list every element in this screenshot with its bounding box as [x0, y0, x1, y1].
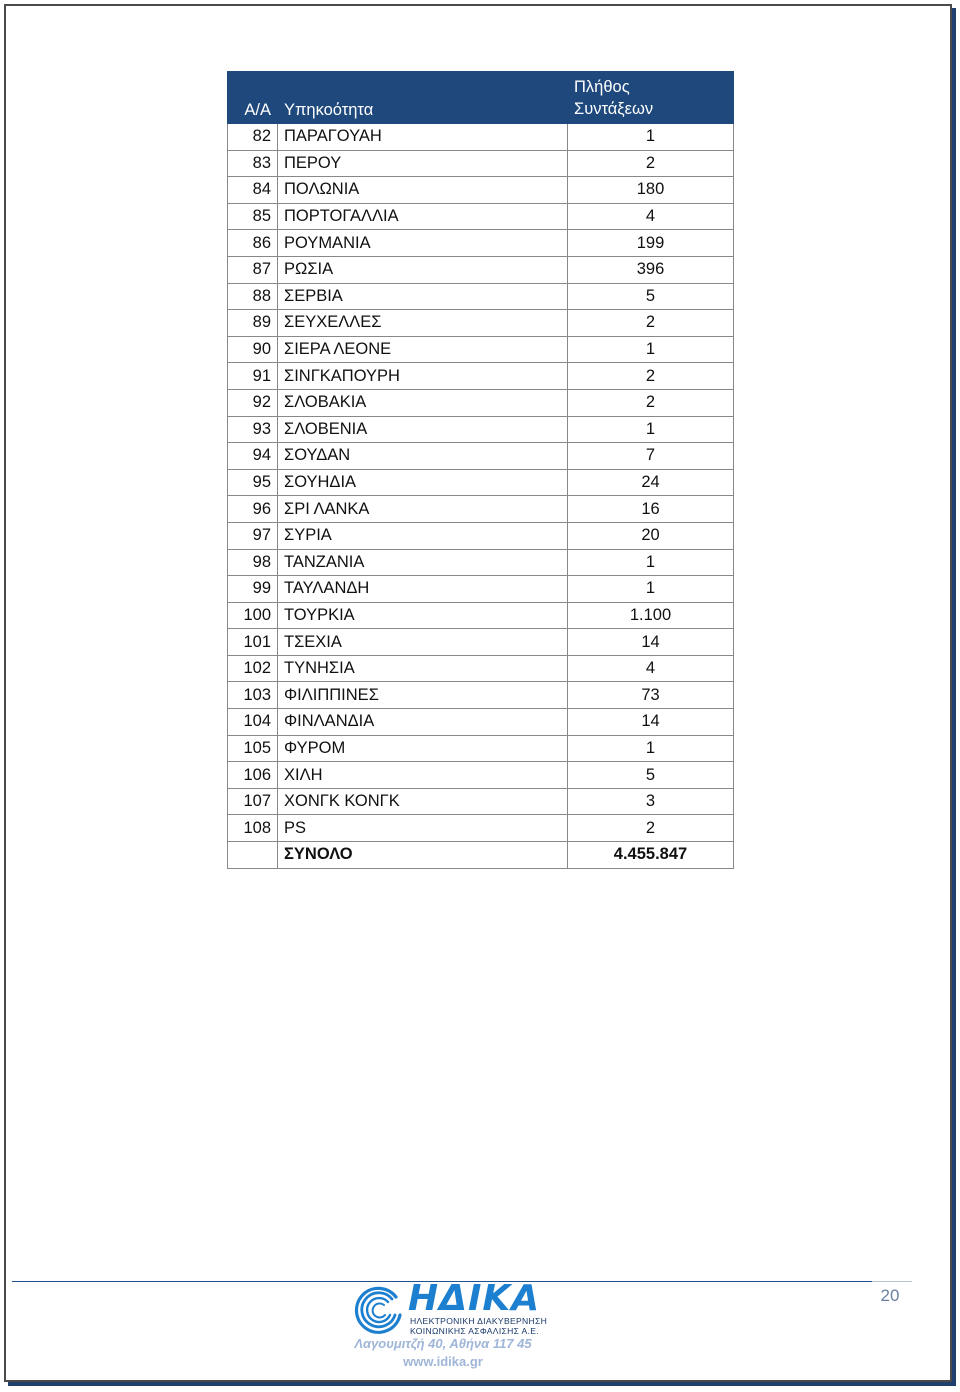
row-num: 86	[228, 230, 278, 257]
table-row	[228, 762, 734, 789]
row-num: 85	[228, 203, 278, 230]
footer-address: Λαγουμιτζή 40, Αθήνα 117 45	[354, 1336, 532, 1351]
row-nationality: ΣΙΝΓΚΑΠΟΥΡΗ	[278, 363, 568, 390]
row-nationality: ΣΕΥΧΕΛΛΕΣ	[278, 310, 568, 337]
table-row	[228, 177, 734, 204]
row-num: 98	[228, 549, 278, 576]
row-num: 100	[228, 602, 278, 629]
row-pension-count: 73	[568, 682, 734, 709]
row-nationality: PS	[278, 815, 568, 842]
row-num: 92	[228, 389, 278, 416]
row-num: 104	[228, 709, 278, 736]
row-num: 91	[228, 363, 278, 390]
row-pension-count: 2	[568, 150, 734, 177]
row-nationality: ΣΟΥΗΔΙΑ	[278, 469, 568, 496]
header-num: Α/Α	[228, 72, 278, 124]
table-row	[228, 496, 734, 523]
row-pension-count: 1	[568, 576, 734, 603]
row-num: 108	[228, 815, 278, 842]
row-nationality: ΠΟΛΩΝΙΑ	[278, 177, 568, 204]
row-pension-count: 1.100	[568, 602, 734, 629]
row-nationality: ΣΡΙ ΛΑΝΚΑ	[278, 496, 568, 523]
row-pension-count: 1	[568, 735, 734, 762]
row-nationality: ΤΥΝΗΣΙΑ	[278, 655, 568, 682]
row-pension-count: 20	[568, 522, 734, 549]
row-num: 97	[228, 522, 278, 549]
logo-subtitle	[410, 1316, 547, 1336]
row-nationality: ΡΟΥΜΑΝΙΑ	[278, 230, 568, 257]
row-pension-count: 199	[568, 230, 734, 257]
table-row	[228, 203, 734, 230]
row-nationality: ΠΑΡΑΓΟΥΑΗ	[278, 124, 568, 151]
logo-subtitle-line2: ΚΟΙΝΩΝΙΚΗΣ ΑΣΦΑΛΙΣΗΣ Α.Ε.	[410, 1326, 539, 1336]
table-row	[228, 602, 734, 629]
table-row	[228, 124, 734, 151]
row-pension-count: 180	[568, 177, 734, 204]
row-num: 102	[228, 655, 278, 682]
row-num: 96	[228, 496, 278, 523]
row-pension-count: 1	[568, 336, 734, 363]
page-number: 20	[880, 1286, 900, 1305]
row-num: 95	[228, 469, 278, 496]
table-row	[228, 576, 734, 603]
footer-divider-right	[872, 1281, 912, 1282]
row-num: 94	[228, 443, 278, 470]
row-nationality: ΣΕΡΒΙΑ	[278, 283, 568, 310]
row-pension-count: 5	[568, 283, 734, 310]
total-row-pension-count: 4.455.847	[568, 842, 734, 869]
table-row	[228, 655, 734, 682]
table-row	[228, 363, 734, 390]
row-nationality: ΤΑΥΛΑΝΔΗ	[278, 576, 568, 603]
header-pension-count	[568, 72, 734, 124]
row-num: 87	[228, 256, 278, 283]
table-row	[228, 150, 734, 177]
row-pension-count: 1	[568, 416, 734, 443]
row-num: 88	[228, 283, 278, 310]
row-num: 83	[228, 150, 278, 177]
row-pension-count: 1	[568, 124, 734, 151]
row-nationality: ΡΩΣΙΑ	[278, 256, 568, 283]
row-pension-count: 24	[568, 469, 734, 496]
row-nationality: ΣΙΕΡΑ ΛΕΟΝΕ	[278, 336, 568, 363]
row-nationality: ΣΛΟΒΕΝΙΑ	[278, 416, 568, 443]
table-row	[228, 549, 734, 576]
row-pension-count: 5	[568, 762, 734, 789]
row-pension-count: 7	[568, 443, 734, 470]
table-row	[228, 416, 734, 443]
row-num: 82	[228, 124, 278, 151]
row-num: 103	[228, 682, 278, 709]
row-nationality: ΧΟΝΓΚ ΚΟΝΓΚ	[278, 788, 568, 815]
row-pension-count: 14	[568, 709, 734, 736]
total-row	[228, 842, 734, 869]
row-nationality: ΦΙΛΙΠΠΙΝΕΣ	[278, 682, 568, 709]
row-num: 99	[228, 576, 278, 603]
nationality-pensions-table	[227, 71, 734, 869]
table-row	[228, 443, 734, 470]
table-row	[228, 283, 734, 310]
row-pension-count: 396	[568, 256, 734, 283]
row-pension-count: 2	[568, 363, 734, 390]
row-pension-count: 3	[568, 788, 734, 815]
row-num: 89	[228, 310, 278, 337]
logo-subtitle-line1: ΗΛΕΚΤΡΟΝΙΚΗ ΔΙΑΚΥΒΕΡΝΗΣΗ	[410, 1316, 548, 1326]
row-nationality: ΤΟΥΡΚΙΑ	[278, 602, 568, 629]
table-row	[228, 629, 734, 656]
row-pension-count: 2	[568, 310, 734, 337]
idika-logo-icon	[352, 1285, 404, 1337]
row-nationality: ΦΥΡΟΜ	[278, 735, 568, 762]
table-row	[228, 310, 734, 337]
table-row	[228, 469, 734, 496]
table-row	[228, 788, 734, 815]
row-num: 90	[228, 336, 278, 363]
table-row	[228, 522, 734, 549]
row-pension-count: 1	[568, 549, 734, 576]
row-nationality: ΣΟΥΔΑΝ	[278, 443, 568, 470]
row-num: 106	[228, 762, 278, 789]
row-num: 101	[228, 629, 278, 656]
table-row	[228, 735, 734, 762]
table-header-row	[228, 72, 734, 124]
row-nationality: ΤΑΝΖΑΝΙΑ	[278, 549, 568, 576]
table-row	[228, 682, 734, 709]
row-num: 105	[228, 735, 278, 762]
table-row	[228, 256, 734, 283]
table-row	[228, 815, 734, 842]
total-row-nationality: ΣΥΝΟΛΟ	[278, 842, 568, 869]
header-count-line1: Πλήθος	[574, 78, 630, 96]
row-pension-count: 4	[568, 655, 734, 682]
table-row	[228, 336, 734, 363]
row-nationality: ΤΣΕΧΙΑ	[278, 629, 568, 656]
logo-wordmark: ΗΔΙΚΑ	[408, 1278, 541, 1319]
table-row	[228, 709, 734, 736]
table-row	[228, 389, 734, 416]
row-nationality: ΣΛΟΒΑΚΙΑ	[278, 389, 568, 416]
row-nationality: ΠΟΡΤΟΓΑΛΛΙΑ	[278, 203, 568, 230]
row-pension-count: 2	[568, 815, 734, 842]
total-row-num	[228, 842, 278, 869]
row-nationality: ΠΕΡΟΥ	[278, 150, 568, 177]
footer-website[interactable]: www.idika.gr	[403, 1354, 483, 1369]
table-row	[228, 230, 734, 257]
row-pension-count: 4	[568, 203, 734, 230]
row-pension-count: 14	[568, 629, 734, 656]
row-nationality: ΦΙΝΛΑΝΔΙΑ	[278, 709, 568, 736]
row-nationality: ΧΙΛΗ	[278, 762, 568, 789]
row-num: 84	[228, 177, 278, 204]
row-num: 93	[228, 416, 278, 443]
row-nationality: ΣΥΡΙΑ	[278, 522, 568, 549]
header-nationality: Υπηκοότητα	[278, 72, 568, 124]
row-pension-count: 16	[568, 496, 734, 523]
row-pension-count: 2	[568, 389, 734, 416]
row-num: 107	[228, 788, 278, 815]
header-count-line2: Συντάξεων	[574, 100, 654, 118]
